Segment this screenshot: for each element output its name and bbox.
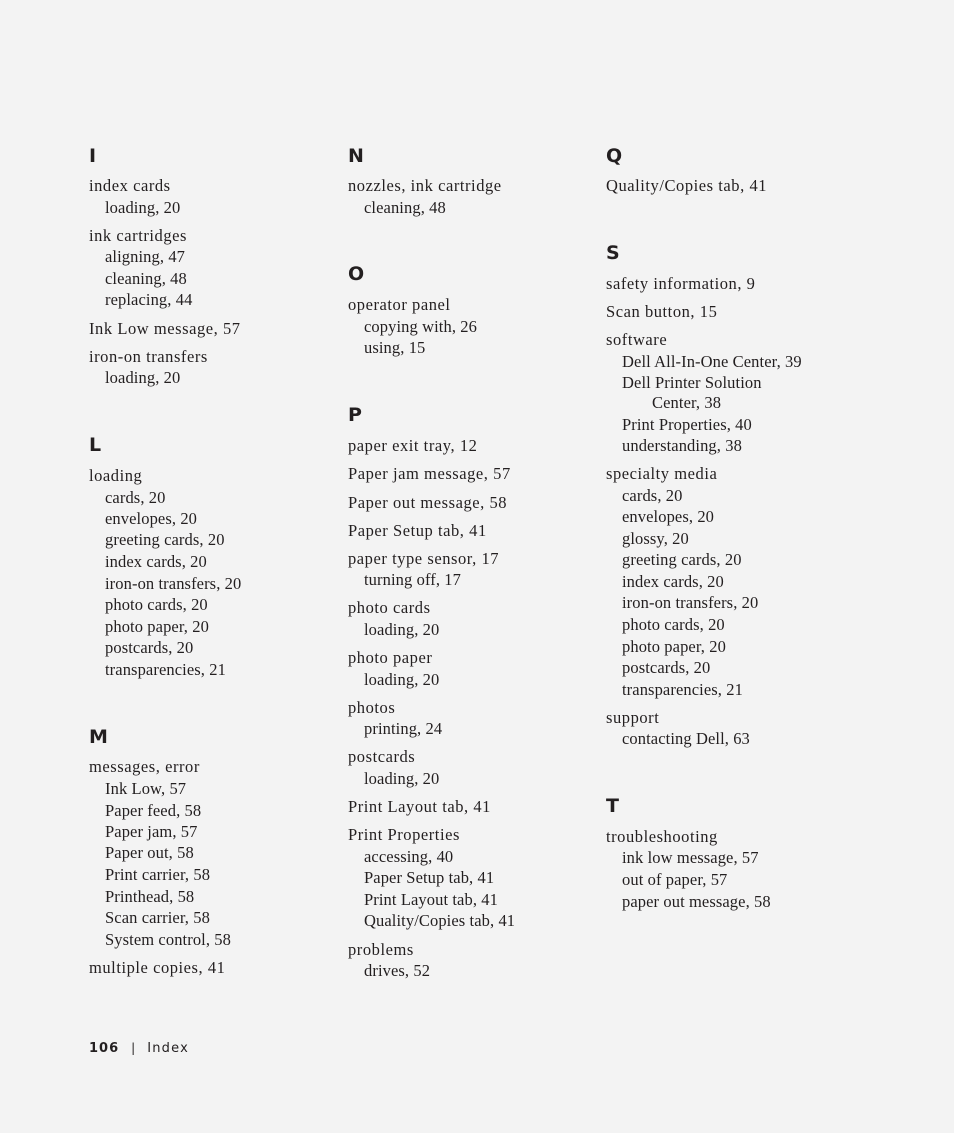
- index-subentry: transparencies, 21: [105, 660, 226, 679]
- index-subentry: greeting cards, 20: [105, 530, 225, 549]
- index-subentry: iron-on transfers, 20: [105, 574, 242, 593]
- page-footer: [89, 1038, 189, 1059]
- index-subentry: copying with, 26: [364, 317, 477, 336]
- index-entry: Print Layout tab, 41: [348, 797, 491, 816]
- index-subentry: Dell Printer Solution: [622, 373, 762, 392]
- index-subentry: contacting Dell, 63: [622, 729, 750, 748]
- index-subentry: loading, 20: [105, 368, 181, 387]
- index-subentry: cards, 20: [622, 486, 683, 505]
- index-subentry: turning off, 17: [364, 570, 461, 589]
- index-entry: Ink Low message, 57: [89, 319, 241, 338]
- index-subentry: Paper out, 58: [105, 843, 194, 862]
- index-entry: photos: [348, 698, 396, 717]
- index-subentry: transparencies, 21: [622, 680, 743, 699]
- index-entry: operator panel: [348, 295, 451, 314]
- index-subentry: Quality/Copies tab, 41: [364, 911, 516, 930]
- index-subentry: envelopes, 20: [622, 507, 715, 526]
- section-letter: O: [348, 263, 365, 285]
- index-entry: photo cards: [348, 598, 431, 617]
- index-subentry: Print Layout tab, 41: [364, 890, 498, 909]
- page-number: 106: [89, 1041, 120, 1056]
- index-subentry: loading, 20: [364, 769, 440, 788]
- index-subentry: Dell All-In-One Center, 39: [622, 352, 802, 371]
- section-letter: I: [89, 145, 97, 167]
- index-subentry: Scan carrier, 58: [105, 908, 210, 927]
- index-entry: support: [606, 708, 660, 727]
- index-entry: safety information, 9: [606, 274, 756, 293]
- index-entry: software: [606, 330, 668, 349]
- index-subentry: postcards, 20: [105, 638, 194, 657]
- section-letter: L: [89, 434, 102, 456]
- index-entry: Scan button, 15: [606, 302, 718, 321]
- index-entry: nozzles, ink cartridge: [348, 176, 502, 195]
- index-subentry: greeting cards, 20: [622, 550, 742, 569]
- index-entry: problems: [348, 940, 414, 959]
- index-subentry: cleaning, 48: [105, 269, 187, 288]
- index-subentry: Paper jam, 57: [105, 822, 198, 841]
- index-subentry: replacing, 44: [105, 290, 193, 309]
- index-subentry: understanding, 38: [622, 436, 742, 455]
- section-letter: P: [348, 404, 362, 426]
- index-subentry: loading, 20: [364, 620, 440, 639]
- index-subentry: accessing, 40: [364, 847, 454, 866]
- index-entry: Paper jam message, 57: [348, 464, 511, 483]
- index-subentry: Paper feed, 58: [105, 801, 202, 820]
- index-subentry: paper out message, 58: [622, 892, 771, 911]
- section-letter: T: [606, 795, 619, 817]
- index-subentry: photo paper, 20: [622, 637, 726, 656]
- index-subentry: printing, 24: [364, 719, 443, 738]
- index-entry: Print Properties: [348, 825, 460, 844]
- index-subentry: index cards, 20: [622, 572, 724, 591]
- index-subentry: Ink Low, 57: [105, 779, 187, 798]
- footer-label: Index: [147, 1041, 189, 1056]
- index-entry: Paper Setup tab, 41: [348, 521, 487, 540]
- index-entry: paper exit tray, 12: [348, 436, 478, 455]
- index-subentry: iron-on transfers, 20: [622, 593, 759, 612]
- index-subentry: Print Properties, 40: [622, 415, 752, 434]
- index-subentry: envelopes, 20: [105, 509, 198, 528]
- index-subentry: System control, 58: [105, 930, 232, 949]
- index-subentry: cards, 20: [105, 488, 166, 507]
- section-letter: S: [606, 242, 620, 264]
- index-entry: ink cartridges: [89, 226, 187, 245]
- index-subentry: loading, 20: [105, 198, 181, 217]
- footer-separator: |: [131, 1041, 136, 1055]
- index-entry: photo paper: [348, 648, 433, 667]
- index-entry: specialty media: [606, 464, 718, 483]
- index-entry: paper type sensor, 17: [348, 549, 500, 568]
- index-subentry: glossy, 20: [622, 529, 689, 548]
- index-entry: messages, error: [89, 757, 200, 776]
- section-letter: M: [89, 726, 108, 748]
- index-subentry: photo cards, 20: [105, 595, 208, 614]
- index-subentry: loading, 20: [364, 670, 440, 689]
- index-entry: troubleshooting: [606, 827, 718, 846]
- index-entry: loading: [89, 466, 143, 485]
- section-letter: Q: [606, 145, 623, 167]
- index-subentry: photo cards, 20: [622, 615, 725, 634]
- index-subentry: Paper Setup tab, 41: [364, 868, 495, 887]
- index-subentry: ink low message, 57: [622, 848, 759, 867]
- index-entry: postcards: [348, 747, 416, 766]
- section-letter: N: [348, 145, 364, 167]
- index-subentry: Print carrier, 58: [105, 865, 211, 884]
- index-entry: multiple copies, 41: [89, 958, 226, 977]
- index-subentry: index cards, 20: [105, 552, 207, 571]
- index-subentry: Printhead, 58: [105, 887, 195, 906]
- index-subentry: cleaning, 48: [364, 198, 446, 217]
- index-entry: Paper out message, 58: [348, 493, 508, 512]
- index-subentry: postcards, 20: [622, 658, 711, 677]
- index-entry: Quality/Copies tab, 41: [606, 176, 768, 195]
- index-subentry: using, 15: [364, 338, 426, 357]
- index-subentry: out of paper, 57: [622, 870, 728, 889]
- index-entry: index cards: [89, 176, 171, 195]
- index-subentry: Center, 38: [652, 393, 722, 412]
- index-entry: iron-on transfers: [89, 347, 208, 366]
- index-subentry: aligning, 47: [105, 247, 186, 266]
- index-subentry: drives, 52: [364, 961, 431, 980]
- index-subentry: photo paper, 20: [105, 617, 209, 636]
